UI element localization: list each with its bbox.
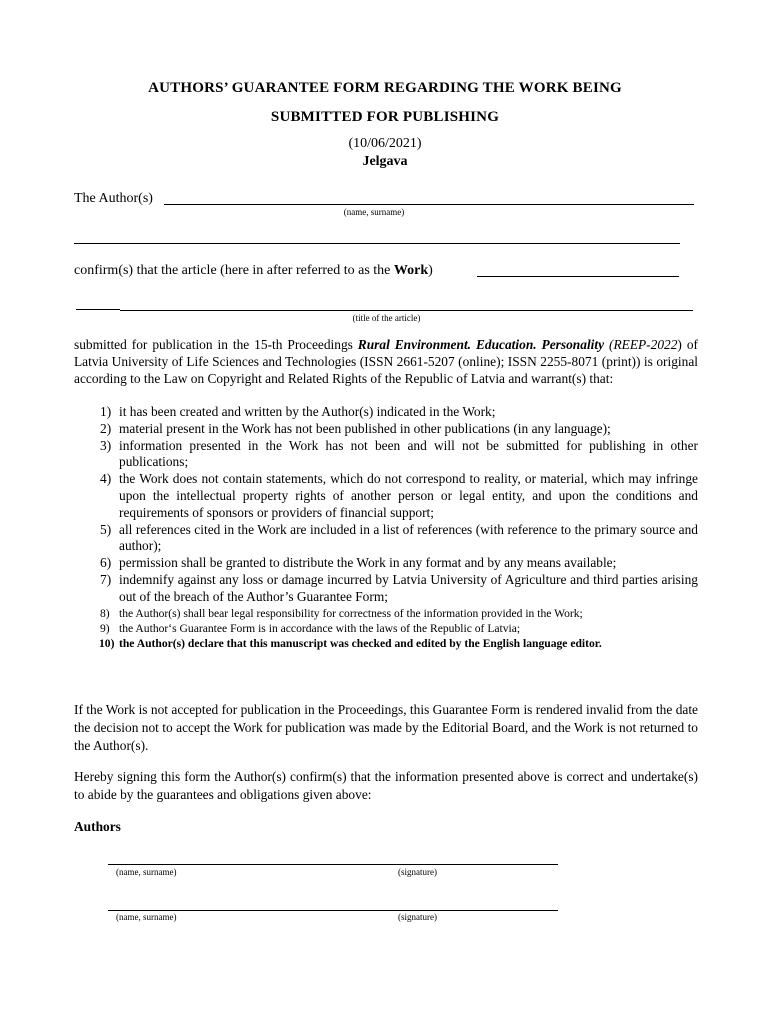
list-item: 8) the Author(s) shall bear legal responsibility for correctness of the information provided in the Work; <box>100 606 583 620</box>
form-place: Jelgava <box>362 154 408 169</box>
signing-paragraph: Hereby signing this form the Author(s) confirm(s) that the information presented above is correct and undertake(s) to abide by the guarantees and obligations given above: <box>74 769 698 802</box>
name-caption-2: (name, surname) <box>116 912 177 922</box>
rejection-paragraph: If the Work is not accepted for publication in the Proceedings, this Guarantee Form is rendered invalid from the date the decision not to accept the Work for publication was made by the Editorial Board, and the Work is not returned to the Author(s). <box>74 702 698 753</box>
form-date: (10/06/2021) <box>348 136 422 151</box>
form-title-line2: SUBMITTED FOR PUBLISHING <box>270 109 500 125</box>
confirm-text-after: ) <box>428 263 433 278</box>
authors-heading: Authors <box>74 819 121 834</box>
list-item: 10) the Author(s) declare that this manuscript was checked and edited by the English language editor. <box>99 636 602 650</box>
list-item: 4) the Work does not contain statements, which do not correspond to reality, or material, which may infringe upon the intellectual property rights of another person or legal entity, and upon the conditions and requirements of sponsors or providers of financial support; <box>100 471 698 520</box>
list-item: 2) material present in the Work has not been published in other publications (in any language); <box>100 420 611 436</box>
title-input-line-start[interactable] <box>76 309 120 310</box>
list-item: 7) indemnify against any loss or damage incurred by Latvia University of Agriculture and third parties arising out of the breach of the Author’s Guarantee Form; <box>100 571 698 604</box>
work-input-line[interactable] <box>477 276 679 277</box>
form-title-line1: AUTHORS’ GUARANTEE FORM REGARDING THE WORK BEING <box>148 80 622 96</box>
list-item: 3) information presented in the Work has not been and will not be submitted for publishing in other publications; <box>100 437 698 470</box>
signature-line-1[interactable] <box>108 864 558 865</box>
signature-caption-1: (signature) <box>398 867 437 877</box>
list-item: 5) all references cited in the Work are included in a list of references (with reference to the primary source and author); <box>100 521 698 554</box>
author-label: The Author(s) <box>74 191 153 206</box>
title-input-line[interactable] <box>120 310 693 311</box>
signature-caption-2: (signature) <box>398 912 437 922</box>
author-name-continuation-line[interactable] <box>74 243 680 244</box>
proceedings-title: Rural Environment. Education. Personality <box>357 337 605 352</box>
list-item: 1) it has been created and written by the Author(s) indicated in the Work; <box>100 404 496 419</box>
title-caption: (title of the article) <box>352 313 421 323</box>
list-item: 6) permission shall be granted to distribute the Work in any format and by any means available; <box>100 555 617 571</box>
confirm-text <box>74 262 433 279</box>
confirm-text-work: Work <box>393 263 429 278</box>
confirm-text-before: confirm(s) that the article (here in after referred to as the <box>74 263 394 278</box>
reep-label: (REEP-2022 <box>609 337 678 352</box>
author-name-caption: (name, surname) <box>343 207 405 217</box>
signature-line-2[interactable] <box>108 910 558 911</box>
list-item: 9) the Author‘s Guarantee Form is in accordance with the laws of the Republic of Latvia; <box>100 621 521 635</box>
intro-text-a: submitted for publication in the 15-th Proceedings <box>74 337 358 352</box>
intro-text-b: ) of Latvia University of Life Sciences and Technologies (ISSN 2661-5207 (online); ISSN 2255-8071 (print)) is original according to the Law on Copyright and Related Rights of the Republic of Latvia and warrant(s) that: <box>74 337 698 386</box>
intro-paragraph <box>74 336 698 387</box>
name-caption-1: (name, surname) <box>116 867 177 877</box>
author-name-input-line[interactable] <box>164 204 694 205</box>
warranty-list <box>74 404 698 652</box>
